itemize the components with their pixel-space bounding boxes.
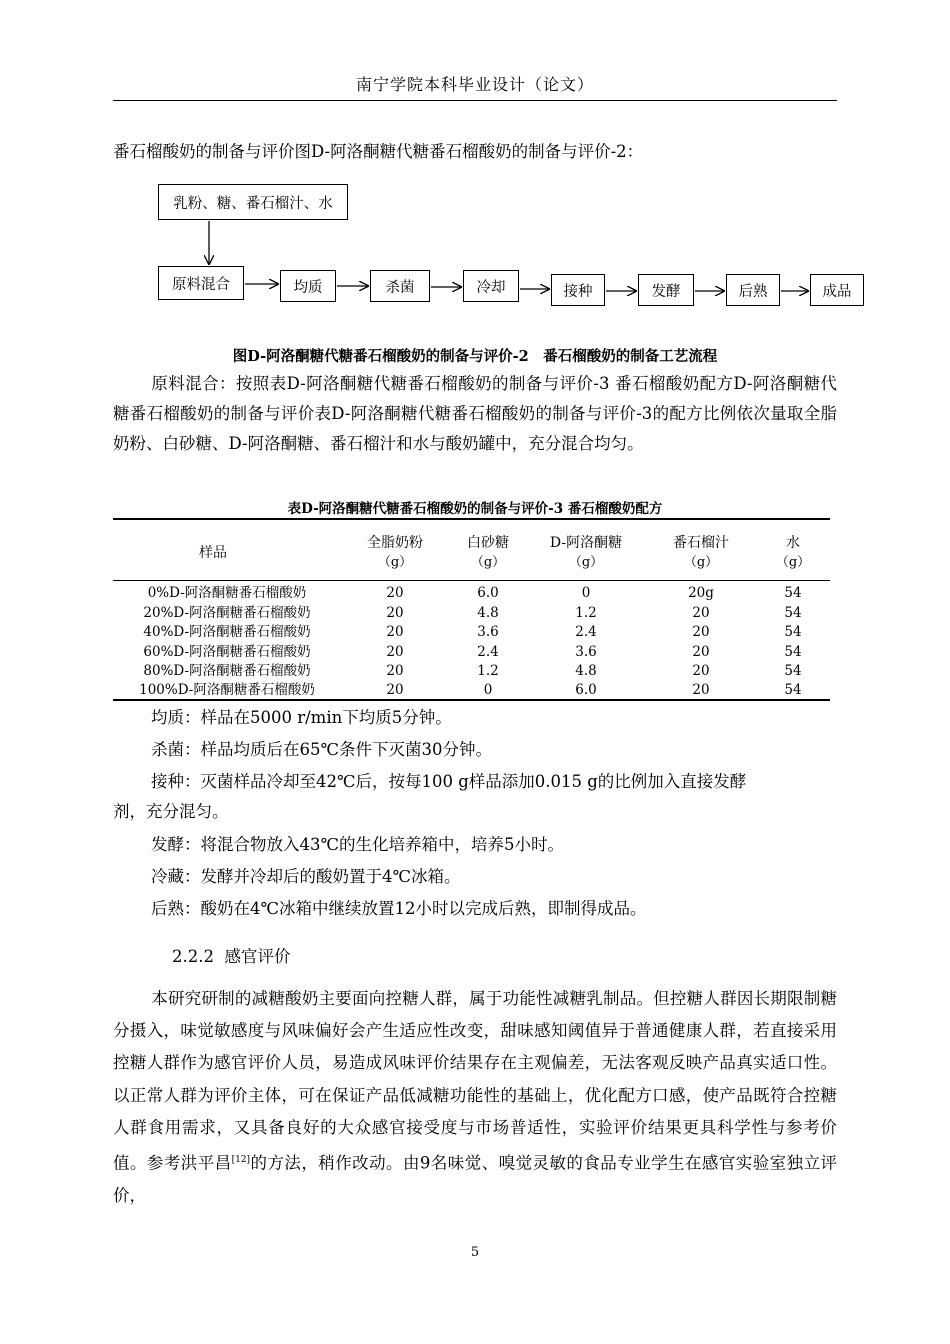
table-row: 20%D-阿洛酮糖番石榴酸奶 20 4.8 1.2 20 54 bbox=[143, 604, 802, 621]
citation-ref: [12] bbox=[231, 1155, 251, 1166]
flow-step-cool: 冷却 bbox=[463, 270, 519, 302]
paragraph-mixing bbox=[113, 369, 837, 459]
table-row: 60%D-阿洛酮糖番石榴酸奶 20 2.4 3.6 20 54 bbox=[143, 643, 802, 660]
table-header-water: 水 （g） bbox=[775, 535, 811, 570]
table-row: 80%D-阿洛酮糖番石榴酸奶 20 1.2 4.8 20 54 bbox=[143, 663, 802, 679]
table-header-milk-powder: 全脂奶粉 （g） bbox=[367, 535, 423, 570]
step-inoculate-cont: 剂，充分混匀。 bbox=[113, 802, 229, 821]
table-bottom-rule bbox=[113, 699, 830, 701]
step-inoculate: 接种：灭菌样品冷却至42℃后，按每100 g样品添加0.015 g的比例加入直接发酵 bbox=[151, 772, 747, 791]
section-number: 2.2.2 bbox=[172, 947, 214, 966]
table-caption: 表D-阿洛酮糖代糖番石榴酸奶的制备与评价-3 番石榴酸奶配方 bbox=[287, 501, 663, 517]
paragraph-sensory: 本研究研制的减糖酸奶主要面向控糖人群，属于功能性减糖乳制品。但控糖人群因长期限制糖分摄入，味觉敏感度与风味偏好会产生适应性改变，甜味感知阈值异于普通健康人群，若直接采用控糖人群作为感官评价人员，易造成风味评价结果存在主观偏差，无法客观反映产品真实适口性。以正常人群为评价主体，可在保证产品低减糖功能性的基础上，优化配方口感，使产品既符合控糖人群食用需求，又具备良好的大众感官接受度与市场普适性，实验评价结果更具科学性与参考价值。参考洪平昌[12]的方法，稍作改动。由9名味觉、嗅觉灵敏的食品专业学生在感官实验室独立评价， bbox=[113, 989, 838, 1205]
table-row: 0%D-阿洛酮糖番石榴酸奶 20 6.0 0 20g 54 bbox=[147, 585, 802, 601]
table-header-sugar: 白砂糖 （g） bbox=[467, 535, 509, 570]
step-ripen: 后熟：酸奶在4℃冰箱中继续放置12小时以完成后熟，即制得成品。 bbox=[151, 899, 647, 918]
page-header: 南宁学院本科毕业设计（论文） bbox=[355, 75, 594, 94]
header-rule bbox=[113, 100, 837, 101]
paragraph-mixing-text: 原料混合：按照表D-阿洛酮糖代糖番石榴酸奶的制备与评价-3 番石榴酸奶配方D-阿洛酮糖代糖番石榴酸奶的制备与评价表D-阿洛酮糖代糖番石榴酸奶的制备与评价-3的配方比例依次量取全脂奶粉、白砂糖、D-阿洛酮糖、番石榴汁和水与酸奶罐中，充分混合均匀。 bbox=[113, 374, 837, 453]
table-header-guava-juice: 番石榴汁 （g） bbox=[673, 535, 729, 570]
flow-top-box: 乳粉、糖、番石榴汁、水 bbox=[158, 184, 348, 220]
table-top-rule bbox=[113, 518, 830, 520]
flow-step-product: 成品 bbox=[810, 274, 864, 306]
flow-step-homogenize: 均质 bbox=[280, 270, 336, 302]
flow-step-ferment: 发酵 bbox=[638, 274, 694, 306]
section-heading bbox=[172, 943, 290, 967]
table-header-sample: 样品 bbox=[199, 545, 227, 561]
step-sterilize: 杀菌：样品均质后在65℃条件下灭菌30分钟。 bbox=[151, 740, 492, 759]
table-mid-rule bbox=[113, 580, 830, 581]
table-header-allulose: D-阿洛酮糖 （g） bbox=[549, 535, 623, 570]
page-number: 5 bbox=[470, 1245, 480, 1260]
step-refrigerate: 冷藏：发酵并冷却后的酸奶置于4℃冰箱。 bbox=[151, 867, 461, 886]
step-ferment: 发酵：将混合物放入43℃的生化培养箱中，培养5小时。 bbox=[151, 835, 564, 854]
table-row: 40%D-阿洛酮糖番石榴酸奶 20 3.6 2.4 20 54 bbox=[143, 624, 802, 640]
flow-step-sterilize: 杀菌 bbox=[370, 270, 430, 302]
figure-caption: 图D-阿洛酮糖代糖番石榴酸奶的制备与评价-2 番石榴酸奶的制备工艺流程 bbox=[232, 348, 718, 365]
flow-step-ripen: 后熟 bbox=[726, 274, 780, 306]
intro-text: 番石榴酸奶的制备与评价图D-阿洛酮糖代糖番石榴酸奶的制备与评价-2： bbox=[113, 142, 644, 161]
flow-step-mix: 原料混合 bbox=[158, 266, 244, 300]
flow-step-inoculate: 接种 bbox=[551, 274, 605, 306]
step-homogenize: 均质：样品在5000 r/min下均质5分钟。 bbox=[151, 708, 452, 727]
table-row: 100%D-阿洛酮糖番石榴酸奶 20 0 6.0 20 54 bbox=[139, 681, 802, 698]
section-title: 感官评价 bbox=[224, 947, 291, 966]
